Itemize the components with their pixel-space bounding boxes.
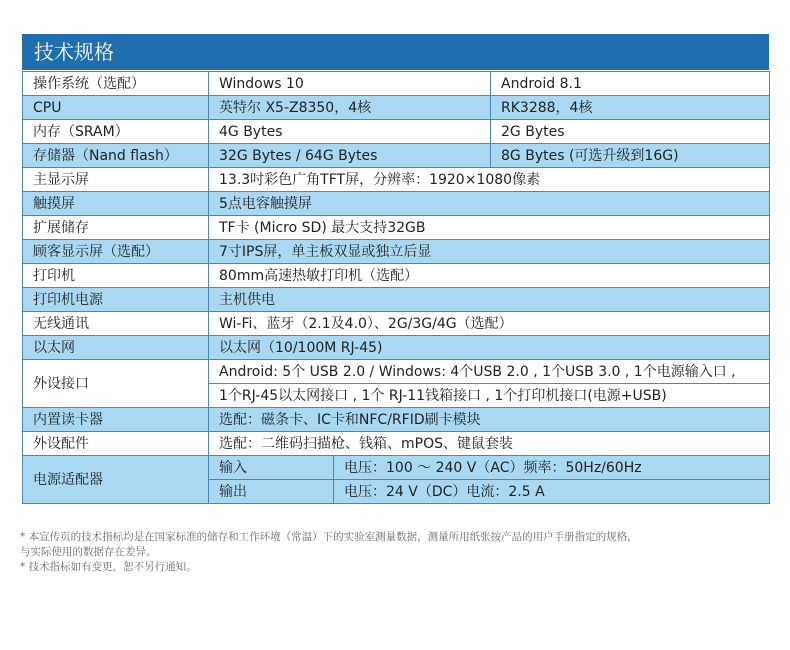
- spec-sheet: [22, 34, 769, 504]
- row-value-android: 8G Bytes (可选升级到16G): [491, 144, 770, 168]
- row-printer: [23, 264, 770, 288]
- row-display: [23, 168, 770, 192]
- row-value: Wi-Fi、蓝牙（2.1及4.0）、2G/3G/4G（选配）: [209, 312, 770, 336]
- row-label: 以太网: [23, 336, 209, 360]
- row-label: 外设配件: [23, 432, 209, 456]
- row-wireless: [23, 312, 770, 336]
- row-value: 以太网（10/100M RJ-45): [209, 336, 770, 360]
- row-value-line1: Android: 5个 USB 2.0 / Windows: 4个USB 2.0 , 1个USB 3.0 , 1个电源输入口 ,: [209, 360, 770, 384]
- row-customer-display: [23, 240, 770, 264]
- row-label: 无线通讯: [23, 312, 209, 336]
- row-label: 电源适配器: [23, 456, 209, 504]
- row-label: 操作系统（选配）: [23, 72, 209, 96]
- row-ram: [23, 120, 770, 144]
- row-label: 主显示屏: [23, 168, 209, 192]
- adapter-output-value: 电压：24 V（DC）电流：2.5 A: [334, 480, 770, 504]
- row-label: 触摸屏: [23, 192, 209, 216]
- row-value: 80mm高速热敏打印机（选配）: [209, 264, 770, 288]
- row-value: 5点电容触摸屏: [209, 192, 770, 216]
- row-value-android: Android 8.1: [491, 72, 770, 96]
- row-value-windows: 4G Bytes: [209, 120, 491, 144]
- row-label: CPU: [23, 96, 209, 120]
- row-label: 顾客显示屏（选配）: [23, 240, 209, 264]
- spec-table: [22, 71, 770, 504]
- row-adapter: [23, 456, 770, 480]
- adapter-input-value: 电压：100 ～ 240 V（AC）频率：50Hz/60Hz: [334, 456, 770, 480]
- row-label: 外设接口: [23, 360, 209, 408]
- row-value-line2: 1个RJ-45以太网接口 , 1个 RJ-11钱箱接口 , 1个打印机接口(电源+USB): [209, 384, 770, 408]
- row-value-android: 2G Bytes: [491, 120, 770, 144]
- row-label: 扩展储存: [23, 216, 209, 240]
- row-value: 7寸IPS屏，单主板双显或独立后显: [209, 240, 770, 264]
- row-value: 选配：二维码扫描枪、钱箱、mPOS、键鼠套装: [209, 432, 770, 456]
- row-os: [23, 72, 770, 96]
- row-cpu: [23, 96, 770, 120]
- row-label: 打印机: [23, 264, 209, 288]
- row-accessories: [23, 432, 770, 456]
- footnote: * 本宣传页的技术指标均是在国家标准的储存和工作环境（常温）下的实验室测量数据，测量所用纸张按产品的用户手册指定的规格，: [20, 531, 638, 543]
- row-ports: [23, 360, 770, 384]
- row-value: 选配：磁条卡、IC卡和NFC/RFID刷卡模块: [209, 408, 770, 432]
- row-value-windows: Windows 10: [209, 72, 491, 96]
- row-value-windows: 32G Bytes / 64G Bytes: [209, 144, 491, 168]
- row-storage: [23, 144, 770, 168]
- footnote: * 技术指标如有变更，恕不另行通知。: [20, 561, 197, 573]
- row-label: 内存（SRAM）: [23, 120, 209, 144]
- section-title: 技术规格: [22, 34, 769, 70]
- row-label: 存储器（Nand flash）: [23, 144, 209, 168]
- adapter-input-label: 输入: [209, 456, 334, 480]
- row-label: 内置读卡器: [23, 408, 209, 432]
- row-printer-power: [23, 288, 770, 312]
- footnotes: [20, 530, 772, 575]
- row-card-reader: [23, 408, 770, 432]
- row-label: 打印机电源: [23, 288, 209, 312]
- row-value-windows: 英特尔 X5-Z8350，4核: [209, 96, 491, 120]
- row-touch: [23, 192, 770, 216]
- row-expansion: [23, 216, 770, 240]
- row-value-android: RK3288，4核: [491, 96, 770, 120]
- row-ethernet: [23, 336, 770, 360]
- footnote: 与实际使用的数据存在差异。: [20, 546, 157, 558]
- adapter-output-label: 输出: [209, 480, 334, 504]
- row-value: 13.3吋彩色广角TFT屏，分辨率：1920×1080像素: [209, 168, 770, 192]
- row-value: 主机供电: [209, 288, 770, 312]
- row-value: TF卡 (Micro SD) 最大支持32GB: [209, 216, 770, 240]
